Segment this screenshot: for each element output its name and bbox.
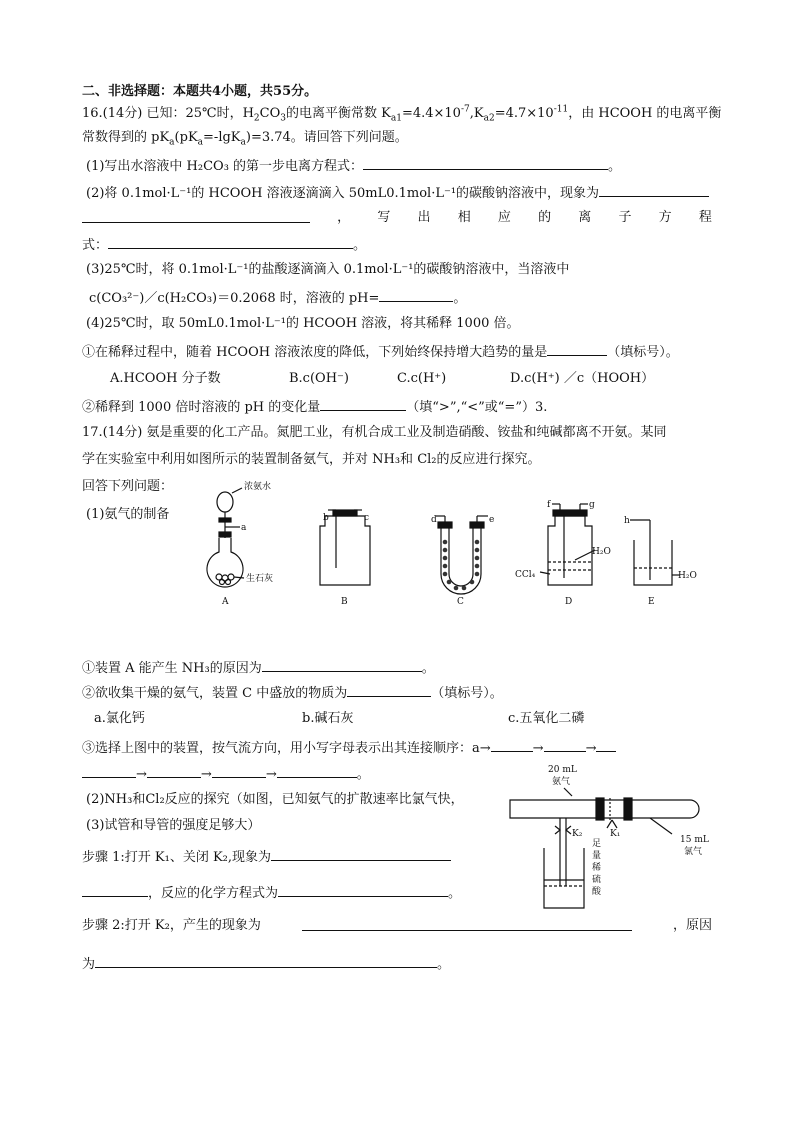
letter-a: a <box>241 523 247 533</box>
label-b: B <box>341 597 348 607</box>
label-h2o-d: H₂O <box>592 547 611 557</box>
label-k1: K₁ <box>610 829 621 839</box>
answer-blank[interactable] <box>277 765 357 778</box>
answer-blank[interactable] <box>347 684 431 697</box>
answer-blank[interactable] <box>596 739 616 752</box>
apparatus-a <box>207 488 244 587</box>
q16-part2: (2)将 0.1mol·L⁻¹的 HCOOH 溶液逐滴滴入 50mL0.1mol·L⁻¹的碳酸钠溶液中，现象为 <box>86 184 709 202</box>
letter-b: b <box>323 513 329 523</box>
answer-intro: 回答下列问题： <box>82 479 174 494</box>
q16-part3: (3)25℃时，将 0.1mol·L⁻¹的盐酸逐滴滴入 0.1mol·L⁻¹的碳酸钠溶液中，当溶液中 <box>86 262 570 277</box>
answer-blank[interactable] <box>82 210 310 223</box>
letter-g: g <box>589 500 595 510</box>
acid-char: 量 <box>592 851 602 861</box>
q16-part4-1: ①在稀释过程中，随着 HCOOH 溶液浓度的降低，下列始终保持增大趋势的量是 （填标号）。 <box>82 345 679 360</box>
acid-char: 酸 <box>592 887 602 897</box>
q17-s2: ②欲收集干燥的氨气，装置 C 中盛放的物质为 （填标号）。 <box>82 686 503 701</box>
opt2-c[interactable]: c.五氧化二磷 <box>508 711 585 726</box>
q17-part2b: (3)试管和导管的强度足够大） <box>86 818 261 833</box>
label-k2: K₂ <box>572 829 583 839</box>
q16-part2-line2: ， 写 出 相 应 的 离 子 方 程 <box>82 210 712 226</box>
apparatus-c <box>436 516 488 594</box>
acid-char: 稀 <box>592 863 602 873</box>
label-ammonia: 氨气 <box>552 777 571 787</box>
q17-step2-line2: 为 。 <box>82 957 451 972</box>
option-b[interactable]: B.c(OH⁻) <box>289 371 349 386</box>
acid-char: 硫 <box>592 875 602 885</box>
label-chlorine: 氯气 <box>684 847 703 857</box>
answer-blank[interactable] <box>147 765 201 778</box>
opt2-b[interactable]: b.碱石灰 <box>302 711 354 726</box>
label-d: D <box>565 597 573 607</box>
answer-blank[interactable] <box>95 955 437 968</box>
label-e: E <box>648 597 655 607</box>
q17-step2: 步骤 2:打开 K₂，产生的现象为 ，原因 <box>82 918 712 933</box>
label-quicklime: 生石灰 <box>246 574 274 584</box>
label-ammonia-vol: 20 mL <box>548 765 577 775</box>
letter-e: e <box>489 515 495 525</box>
q17-s3-line2: → → → 。 <box>82 765 370 783</box>
q16-part1: (1)写出水溶液中 H₂CO₃ 的第一步电离方程式： 。 <box>86 159 622 174</box>
letter-h: h <box>624 516 630 526</box>
apparatus-figure <box>200 480 710 610</box>
option-c[interactable]: C.c(H⁺) <box>397 371 447 386</box>
opt2-a[interactable]: a.氯化钙 <box>94 711 145 726</box>
q17-part1: (1)氨气的制备 <box>86 507 170 522</box>
section-title: 二、非选择题：本题共4小题，共55分。 <box>82 84 318 99</box>
apparatus-d <box>540 504 595 585</box>
q16-stem-line2: 常数得到的 $pK_a(pK_a=-\lg K_a)=3.74$。请回答下列问题。 <box>82 130 408 148</box>
answer-blank[interactable] <box>212 765 266 778</box>
tube-figure <box>500 765 730 920</box>
q17-step1-line2: ，反应的化学方程式为 。 <box>82 884 461 902</box>
q16-stem: 16.(14分) 已知：25℃时，$H_2CO_3$的电离平衡常数 $K_{a1}=4.4\times 10^{-7},K_{a2}=4.7\times 10^{-11}$，由 HCOOH 的电离平衡 <box>82 104 722 124</box>
label-ccl4: CCl₄ <box>515 570 536 580</box>
option-a[interactable]: A.HCOOH 分子数 <box>110 371 221 386</box>
q16-part3-line2: c(CO₃²⁻)／c(H₂CO₃)＝0.2068 时，溶液的 pH= 。 <box>89 291 467 306</box>
label-h2o-e: H₂O <box>678 571 697 581</box>
q17-s3: ③选择上图中的装置，按气流方向，用小写字母表示出其连接顺序：a→ → → <box>82 739 616 757</box>
q16-part4: (4)25℃时，取 50mL0.1mol·L⁻¹的 HCOOH 溶液，将其稀释 1000 倍。 <box>86 316 520 331</box>
q17-s1: ①装置 A 能产生 NH₃的原因为 。 <box>82 661 435 676</box>
answer-blank[interactable] <box>379 289 453 302</box>
answer-blank[interactable] <box>544 739 586 752</box>
answer-blank[interactable] <box>599 184 709 197</box>
answer-blank[interactable] <box>82 884 148 897</box>
q17-stem-line2: 学在实验室中利用如图所示的装置制备氨气，并对 NH₃和 Cl₂的反应进行探究。 <box>82 452 541 467</box>
label-c: C <box>457 597 464 607</box>
answer-blank[interactable] <box>278 884 448 897</box>
letter-d: d <box>431 515 437 525</box>
q17-stem: 17.(14分) 氨是重要的化工产品。氮肥工业，有机合成工业及制造硝酸、铵盐和纯碱都离不开氨。某同 <box>82 425 667 440</box>
answer-blank[interactable] <box>491 739 533 752</box>
acid-char: 足 <box>592 839 602 849</box>
letter-f: f <box>547 500 551 510</box>
answer-blank[interactable] <box>547 343 607 356</box>
answer-blank[interactable] <box>271 848 451 861</box>
answer-blank[interactable] <box>82 765 136 778</box>
apparatus-e <box>630 520 680 585</box>
answer-blank[interactable] <box>262 659 422 672</box>
answer-blank[interactable] <box>363 157 608 170</box>
q17-step1: 步骤 1:打开 K₁、关闭 K₂,现象为 <box>82 848 451 866</box>
answer-blank[interactable] <box>320 398 406 411</box>
q16-part4-2: ②稀释到 1000 倍时溶液的 pH 的变化量 （填“>”,“<”或“=”）3. <box>82 400 548 415</box>
q17-part2: (2)NH₃和Cl₂反应的探究（如图，已知氨气的扩散速率比氯气快， <box>86 792 464 807</box>
answer-blank[interactable] <box>108 236 353 249</box>
label-chlorine-vol: 15 mL <box>680 835 709 845</box>
label-conc-ammonia: 浓氨水 <box>244 482 272 492</box>
option-d[interactable]: D.c(H⁺) ／c（HOOH） <box>510 371 655 386</box>
label-a: A <box>222 597 229 607</box>
letter-c: c <box>364 513 370 523</box>
q16-part2-line3: 式： 。 <box>82 238 367 253</box>
